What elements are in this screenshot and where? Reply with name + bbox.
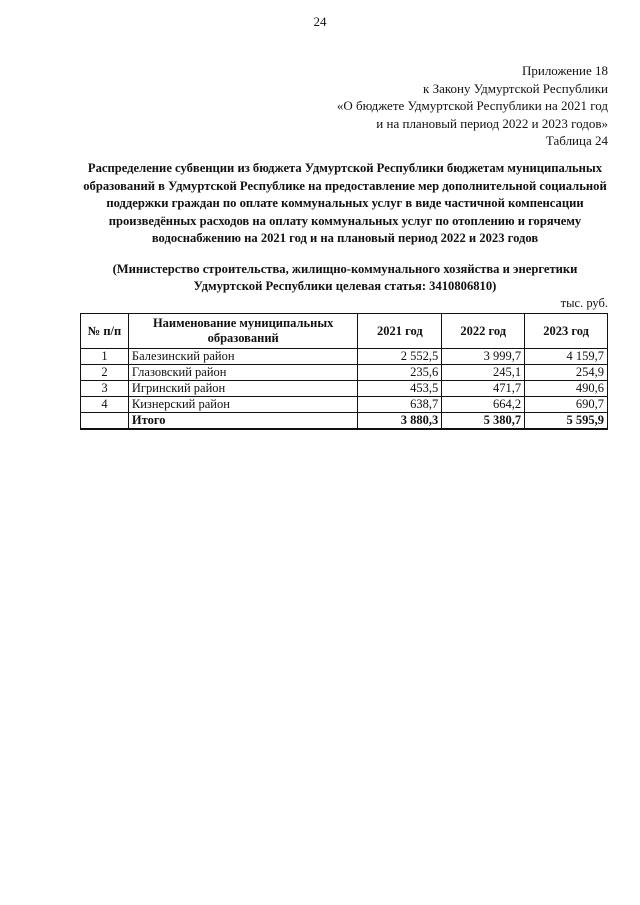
total-label: Итого xyxy=(128,413,358,430)
row-name: Балезинский район xyxy=(128,349,358,365)
row-value-2023: 4 159,7 xyxy=(525,349,608,365)
header-2023: 2023 год xyxy=(525,314,608,349)
table-header-row xyxy=(81,314,608,349)
total-number-cell xyxy=(81,413,129,430)
row-name: Игринский район xyxy=(128,381,358,397)
table-row xyxy=(81,365,608,381)
table-number: Таблица 24 xyxy=(545,133,608,148)
table-total-row xyxy=(81,413,608,430)
document-subtitle: (Министерство строительства, жилищно-коммунального хозяйства и энергетики Удмуртской Республики целевая статья: 3410806810) xyxy=(112,262,578,293)
appendix-line: Приложение 18 xyxy=(521,63,608,78)
header-num: № п/п xyxy=(81,314,129,349)
table-row xyxy=(81,381,608,397)
appendix-reference xyxy=(337,62,608,132)
total-value-2021: 3 880,3 xyxy=(358,413,442,430)
budget-table xyxy=(80,313,608,430)
row-value-2022: 3 999,7 xyxy=(442,349,525,365)
header-name: Наименование муниципальных образований xyxy=(128,314,358,349)
row-name: Глазовский район xyxy=(128,365,358,381)
row-value-2021: 235,6 xyxy=(358,365,442,381)
row-number: 1 xyxy=(81,349,129,365)
total-value-2023: 5 595,9 xyxy=(525,413,608,430)
table-row xyxy=(81,397,608,413)
row-value-2023: 254,9 xyxy=(525,365,608,381)
row-value-2021: 2 552,5 xyxy=(358,349,442,365)
row-value-2021: 638,7 xyxy=(358,397,442,413)
row-value-2023: 490,6 xyxy=(525,381,608,397)
row-value-2022: 471,7 xyxy=(442,381,525,397)
row-name: Кизнерский район xyxy=(128,397,358,413)
row-value-2022: 245,1 xyxy=(442,365,525,381)
page-number: 24 xyxy=(313,14,327,29)
row-value-2022: 664,2 xyxy=(442,397,525,413)
table-row xyxy=(81,349,608,365)
header-2021: 2021 год xyxy=(358,314,442,349)
row-number: 3 xyxy=(81,381,129,397)
document-title: Распределение субвенции из бюджета Удмуртской Республики бюджетам муниципальных образований в Удмуртской Республике на предоставление мер дополнительной социальной поддержки граждан по оплате коммунальных услуг в виде частичной компенсации произведённых расходов на оплату коммунальных услуг по отоплению и горячему водоснабжению на 2021 год и на плановый период 2022 и 2023 годов xyxy=(83,161,607,245)
row-value-2023: 690,7 xyxy=(525,397,608,413)
total-value-2022: 5 380,7 xyxy=(442,413,525,430)
header-2022: 2022 год xyxy=(442,314,525,349)
row-number: 4 xyxy=(81,397,129,413)
row-number: 2 xyxy=(81,365,129,381)
appendix-line: и на плановый период 2022 и 2023 годов» xyxy=(376,115,608,131)
row-value-2021: 453,5 xyxy=(358,381,442,397)
units-label: тыс. руб. xyxy=(560,296,608,310)
appendix-line: к Закону Удмуртской Республики xyxy=(423,80,608,96)
appendix-line: «О бюджете Удмуртской Республики на 2021 год xyxy=(336,98,608,113)
